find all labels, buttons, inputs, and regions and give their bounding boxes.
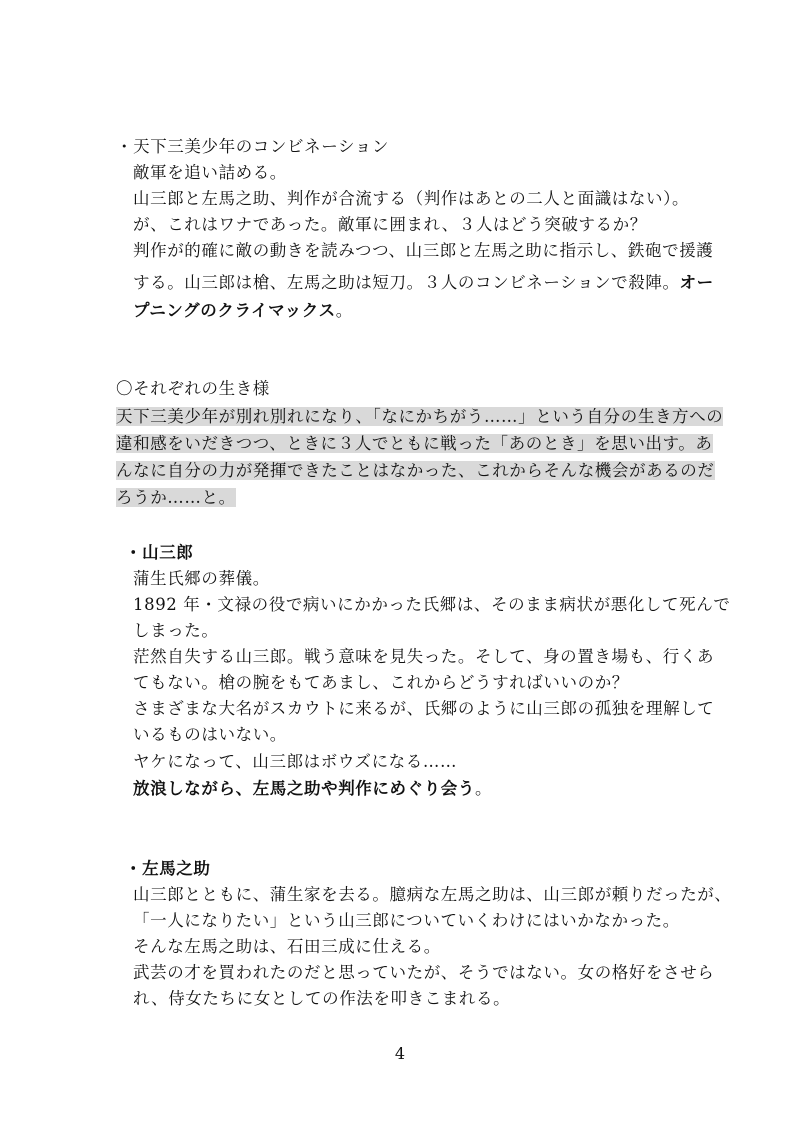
paragraph-line xyxy=(133,776,492,802)
highlighted-text: んなに自分の力が発揮できたことはなかった、これからそんな機会があるのだ xyxy=(116,461,715,480)
paragraph-line: てもない。槍の腕をもてあまし、これからどうすればいいのか？ xyxy=(133,673,629,692)
emphasis-text: オー xyxy=(679,273,714,292)
paragraph-line: が、これはワナであった。敵軍に囲まれ、３人はどう突破するか？ xyxy=(133,215,647,234)
highlighted-text: 天下三美少年が別れ別れになり、「なにかちがう……」という自分の生き方への xyxy=(116,407,724,426)
paragraph-line: さまざまな大名がスカウトに来るが、氏郷のように山三郎の孤独を理解して xyxy=(133,699,715,718)
highlighted-paragraph-line xyxy=(116,458,715,484)
paragraph-line: 茫然自失する山三郎。戦う意味を見失った。そして、身の置き場も、行くあ xyxy=(133,647,715,666)
emphasis-text: 放浪しながら、左馬之助や判作にめぐり会う xyxy=(133,779,475,798)
paragraph-line: 武芸の才を買われたのだと思っていたが、そうではない。女の格好をさせら xyxy=(133,963,715,982)
highlighted-paragraph-line xyxy=(116,404,723,430)
highlighted-text: ろうか……と。 xyxy=(116,488,236,507)
paragraph-line: 山三郎とともに、蒲生家を去る。臆病な左馬之助は、山三郎が頼りだったが、 xyxy=(133,885,732,904)
section-heading-combination: ・天下三美少年のコンビネーション xyxy=(116,137,389,156)
paragraph-text: 。 xyxy=(335,301,353,320)
highlighted-paragraph-line xyxy=(116,431,713,457)
paragraph-line: 蒲生氏郷の葬儀。 xyxy=(133,569,270,588)
section-heading-sanzaburo: ・山三郎 xyxy=(125,543,194,562)
paragraph-line: 判作が的確に敵の動きを読みつつ、山三郎と左馬之助に指示し、鉄砲で援護 xyxy=(133,241,714,260)
paragraph-line: れ、侍女たちに女としての作法を叩きこまれる。 xyxy=(133,989,511,1008)
paragraph-line xyxy=(133,298,353,324)
section-heading-ways-of-life: 〇それぞれの生き様 xyxy=(116,379,270,398)
paragraph-text: する。山三郎は槍、左馬之助は短刀。３人のコンビネーションで殺陣。 xyxy=(133,273,680,292)
paragraph-line: いるものはいない。 xyxy=(133,725,287,744)
paragraph-text: 。 xyxy=(475,779,493,798)
section-heading-samanosuke: ・左馬之助 xyxy=(125,859,211,878)
paragraph-line: 敵軍を追い詰める。 xyxy=(133,163,287,182)
highlighted-text: 違和感をいだきつつ、ときに３人でともに戦った「あのとき」を思い出す。あ xyxy=(116,434,713,453)
paragraph-line: 「一人になりたい」という山三郎についていくわけにはいかなかった。 xyxy=(133,911,680,930)
paragraph-line: そんな左馬之助は、石田三成に仕える。 xyxy=(133,937,441,956)
emphasis-text: プニングのクライマックス xyxy=(133,301,336,320)
page-number: 4 xyxy=(394,1044,406,1063)
paragraph-line: 山三郎と左馬之助、判作が合流する（判作はあとの二人と面識はない）。 xyxy=(133,189,690,208)
paragraph-line: ヤケになって、山三郎はボウズになる…… xyxy=(133,752,458,771)
paragraph-line xyxy=(133,270,714,296)
paragraph-line: しまった。 xyxy=(133,621,219,640)
paragraph-line: 1892 年・文禄の役で病いにかかった氏郷は、そのまま病状が悪化して死んで xyxy=(133,595,731,614)
highlighted-paragraph-line xyxy=(116,485,236,511)
